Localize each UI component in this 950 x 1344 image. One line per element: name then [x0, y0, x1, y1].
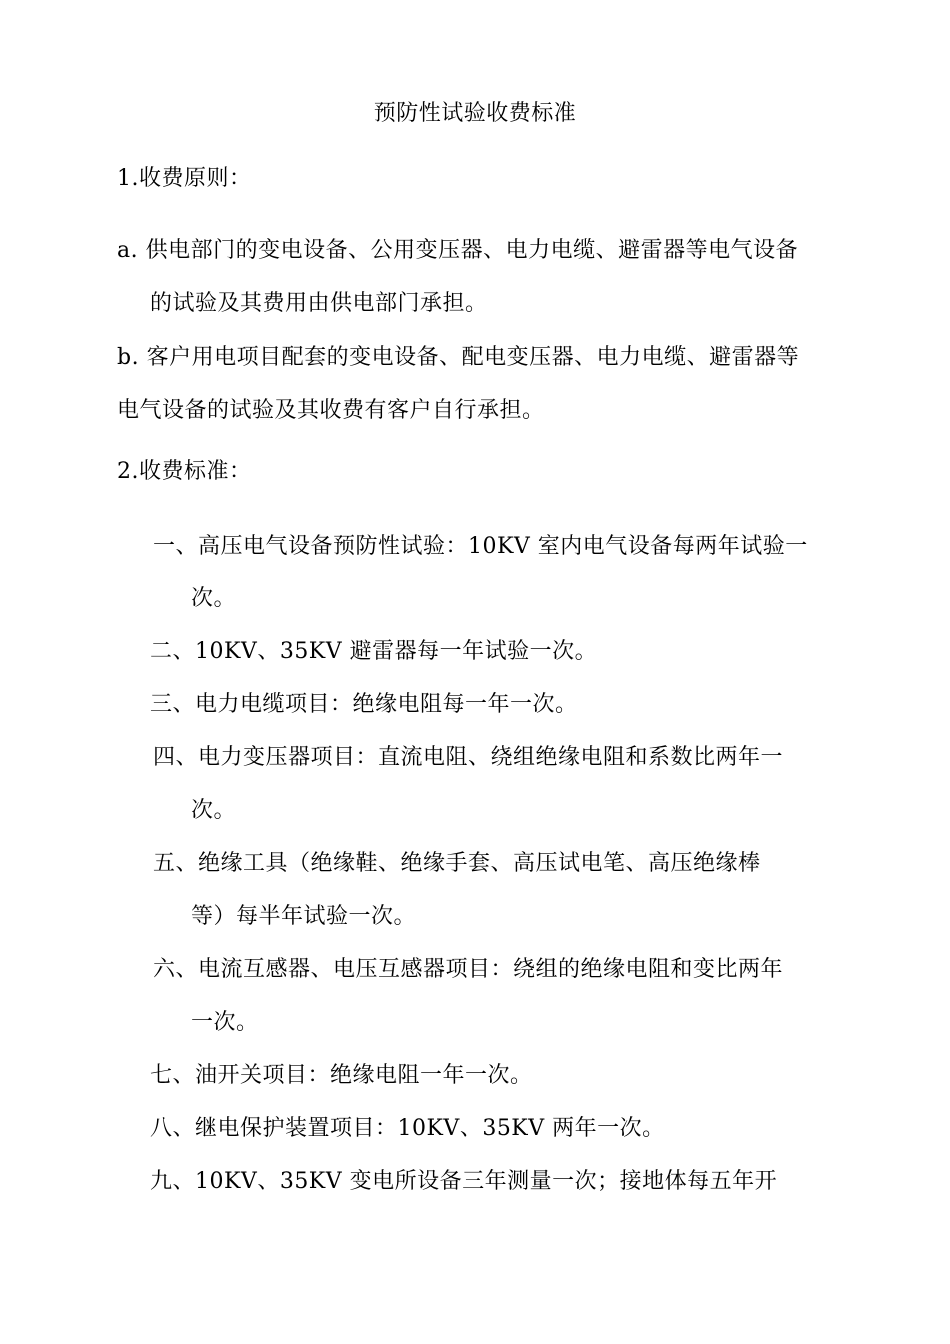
standard-item-4-line1: 四、电力变压器项目：直流电阻、绕组绝缘电阻和系数比两年一 [153, 745, 784, 770]
standard-item-1-line1: 一、高压电气设备预防性试验：10KV 室内电气设备每两年试验一 [153, 534, 808, 559]
standard-item-5-line1: 五、绝缘工具（绝缘鞋、绝缘手套、高压试电笔、高压绝缘棒 [153, 851, 761, 876]
standard-item-6-line2: 一次。 [191, 1010, 259, 1035]
standard-item-7-line1: 七、油开关项目：绝缘电阻一年一次。 [150, 1063, 533, 1088]
document-title: 预防性试验收费标准 [373, 101, 577, 126]
standard-item-8-line1: 八、继电保护装置项目：10KV、35KV 两年一次。 [150, 1116, 665, 1141]
standard-item-1-line2: 次。 [191, 586, 237, 611]
principle-b-line2: 电气设备的试验及其收费有客户自行承担。 [117, 398, 545, 423]
principle-a-line2: 的试验及其费用由供电部门承担。 [150, 291, 488, 316]
standard-item-3-line1: 三、电力电缆项目：绝缘电阻每一年一次。 [150, 692, 578, 717]
section-heading-principles: 1.收费原则： [117, 166, 252, 191]
standard-item-2-line1: 二、10KV、35KV 避雷器每一年试验一次。 [150, 639, 598, 664]
standard-item-4-line2: 次。 [191, 798, 237, 823]
standard-item-9-line1: 九、10KV、35KV 变电所设备三年测量一次；接地体每五年开 [150, 1169, 778, 1194]
standard-item-5-line2: 等）每半年试验一次。 [191, 904, 417, 929]
principle-a-line1: a. 供电部门的变电设备、公用变压器、电力电缆、避雷器等电气设备 [117, 238, 799, 263]
principle-b-line1: b. 客户用电项目配套的变电设备、配电变压器、电力电缆、避雷器等 [117, 345, 800, 370]
section-heading-standards: 2.收费标准： [117, 459, 252, 484]
standard-item-6-line1: 六、电流互感器、电压互感器项目：绕组的绝缘电阻和变比两年 [153, 957, 784, 982]
